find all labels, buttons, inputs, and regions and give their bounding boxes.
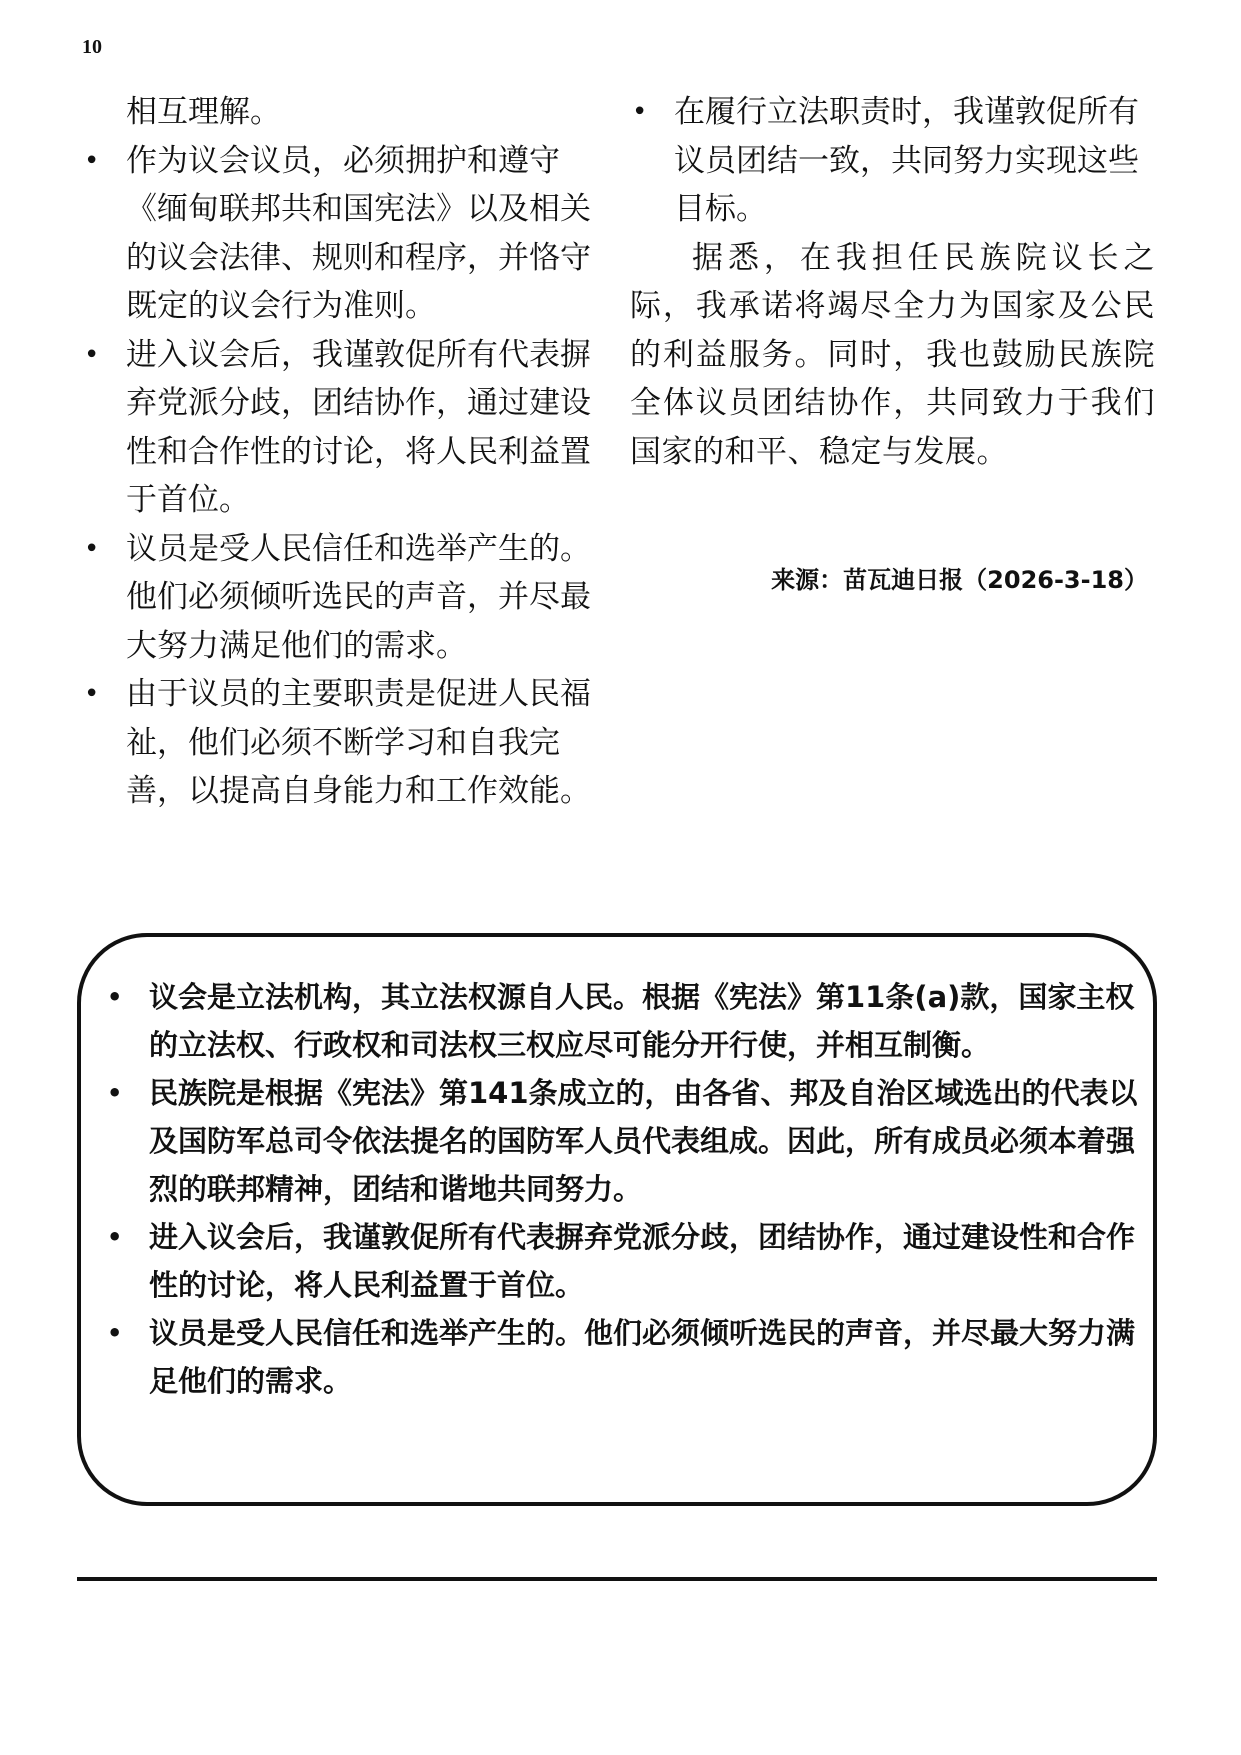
- bullet-icon: •: [107, 1223, 123, 1251]
- list-item: [82, 525, 602, 671]
- list-item-text: 议员是受人民信任和选举产生的。他们必须倾听选民的声音，并尽最大努力满足他们的需求。: [149, 1316, 1136, 1398]
- continuation-text: 相互理解。: [126, 94, 281, 130]
- bullet-icon: •: [107, 1319, 123, 1347]
- list-item-text: 民族院是根据《宪法》第141条成立的，由各省、邦及自治区域选出的代表以及国防军总司令依法提名的国防军人员代表组成。因此，所有成员必须本着强烈的联邦精神，团结和谐地共同努力。: [149, 1076, 1138, 1206]
- body-paragraph: 据悉，在我担任民族院议长之际，我承诺将竭尽全力为国家及公民的利益服务。同时，我也鼓励民族院全体议员团结协作，共同致力于我们国家的和平、稳定与发展。: [630, 239, 1155, 470]
- bullet-icon: •: [632, 97, 648, 127]
- list-item-text: 进入议会后，我谨敦促所有代表摒弃党派分歧，团结协作，通过建设性和合作性的讨论，将人民利益置于首位。: [126, 336, 591, 518]
- list-item-text: 作为议会议员，必须拥护和遵守《缅甸联邦共和国宪法》以及相关的议会法律、规则和程序，并恪守既定的议会行为准则。: [126, 142, 591, 324]
- summary-list: [105, 973, 1150, 1405]
- list-item-text: 在履行立法职责时，我谨敦促所有议员团结一致，共同努力实现这些目标。: [674, 94, 1139, 227]
- list-item: [105, 1069, 1150, 1213]
- source-citation: 来源：苗瓦迪日报（2026-3-18）: [771, 566, 1148, 594]
- page-number: 10: [82, 36, 102, 58]
- right-column: [630, 88, 1155, 476]
- bullet-icon: •: [84, 339, 100, 370]
- bullet-icon: •: [84, 679, 100, 709]
- list-item: [105, 1213, 1150, 1309]
- bullet-icon: •: [107, 983, 123, 1011]
- list-item-text: 由于议员的主要职责是促进人民福祉，他们必须不断学习和自我完善，以提高自身能力和工作效能。: [126, 676, 591, 809]
- bullet-icon: •: [84, 533, 100, 564]
- list-item: [82, 137, 602, 331]
- bottom-divider: [77, 1577, 1157, 1581]
- list-item: [105, 1309, 1150, 1405]
- list-item: [105, 973, 1150, 1069]
- left-column: [82, 88, 602, 816]
- bullet-icon: •: [107, 1079, 123, 1107]
- list-item-text: 进入议会后，我谨敦促所有代表摒弃党派分歧，团结协作，通过建设性和合作性的讨论，将人民利益置于首位。: [149, 1220, 1136, 1302]
- list-item-text: 议员是受人民信任和选举产生的。他们必须倾听选民的声音，并尽最大努力满足他们的需求。: [126, 530, 591, 664]
- bullet-icon: •: [84, 145, 100, 176]
- list-item: [630, 88, 1155, 234]
- list-item-text: 议会是立法机构，其立法权源自人民。根据《宪法》第11条(a)款，国家主权的立法权、行政权和司法权三权应尽可能分开行使，并相互制衡。: [149, 980, 1135, 1062]
- list-item: [82, 331, 602, 525]
- list-item: [82, 670, 602, 816]
